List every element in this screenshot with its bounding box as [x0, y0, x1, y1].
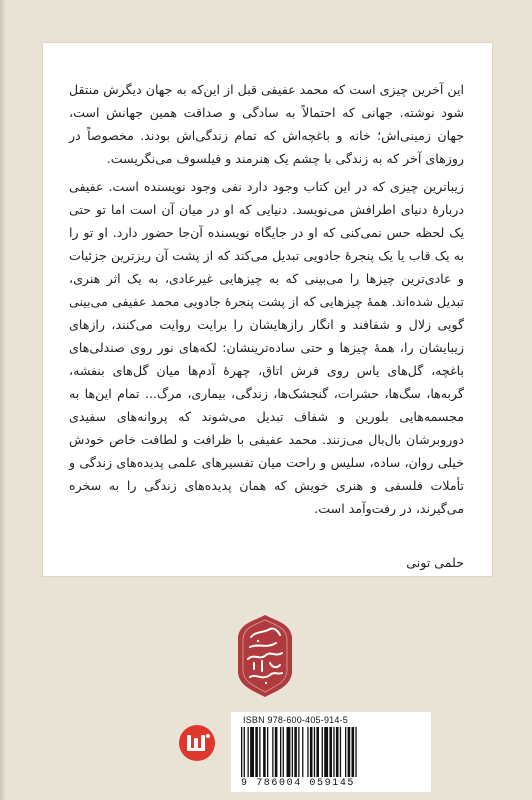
- isbn-label: ISBN 978-600-405-914-5: [243, 715, 348, 725]
- blurb-author: حلمی تونی: [406, 555, 464, 570]
- blurb-text: [69, 78, 464, 520]
- blurb-paragraph-2: زیباترین چیزی که در این کتاب وجود دارد نفی وجود نویسنده است. عفیفی دربارهٔ دنیای اطرافش می‌نویسد. دنیایی که او در میان آن است اما تو حتی یک لحظه حس نمی‌کنی که او در جایگاه نویسنده آن‌جا حضور دارد. او تو را به یک قاب یا یک پنجرهٔ جادویی تبدیل می‌کند که از پشت آن ریزترین جزئیات و عادی‌ترین چیزها را می‌بینی که به چیزهایی غیرعادی، به یک اثر هنری، تبدیل شده‌اند. همهٔ چیزهایی که از پشت پنجرهٔ جادویی محمد عفیفی می‌بینی گویی زلال و شفافند و انگار رازهایشان را برایت روایت می‌کنند، رازهای زیبایشان را، همهٔ چیزها و حتی ساده‌ترینشان: لکه‌های نور روی صندلی‌های باغچه، گل‌های یاس روی فرش اتاق، چهرهٔ آدم‌ها میان گل‌های بنفشه، گربه‌ها، سگ‌ها، حشرات، گنجشک‌ها، زندگی، بیماری، مرگ... تمام این‌ها به مجسمه‌هایی بلورین و شفاف تبدیل می‌شوند که پروانه‌های سفیدی دوروبرشان بال‌بال می‌زنند. محمد عفیفی با ظرافت و لطافت خاص خودش خیلی روان، ساده، سلیس و راحت میان تفسیرهای علمی پدیده‌های زندگی و تأملات فلسفی و هنری خویش که همان پدیده‌های زندگی را به سخره می‌گیرند، در رفت‌وآمد است.: [69, 179, 464, 516]
- barcode-label: [231, 712, 431, 792]
- spine-edge: [0, 0, 6, 800]
- barcode-graphic: [241, 727, 423, 777]
- publisher-emblem-icon: [178, 724, 216, 762]
- blurb-panel: [43, 43, 492, 576]
- barcode-digits: 9 786004 059145: [241, 778, 356, 789]
- blurb-paragraph-1: این آخرین چیزی است که محمد عفیفی قبل از این‌که به جهان دیگرش منتقل شود نوشته. جهانی که احتمالاً به سادگی و صداقت همین جهانش است، جهان زمینی‌اش؛ خانه و باغچه‌اش که تمام زندگی‌اش بودند. مخصوصاً در روزهای آخر که به زندگی با چشم یک هنرمند و فیلسوف می‌نگریست.: [69, 82, 464, 166]
- series-seal-logo: [236, 613, 294, 699]
